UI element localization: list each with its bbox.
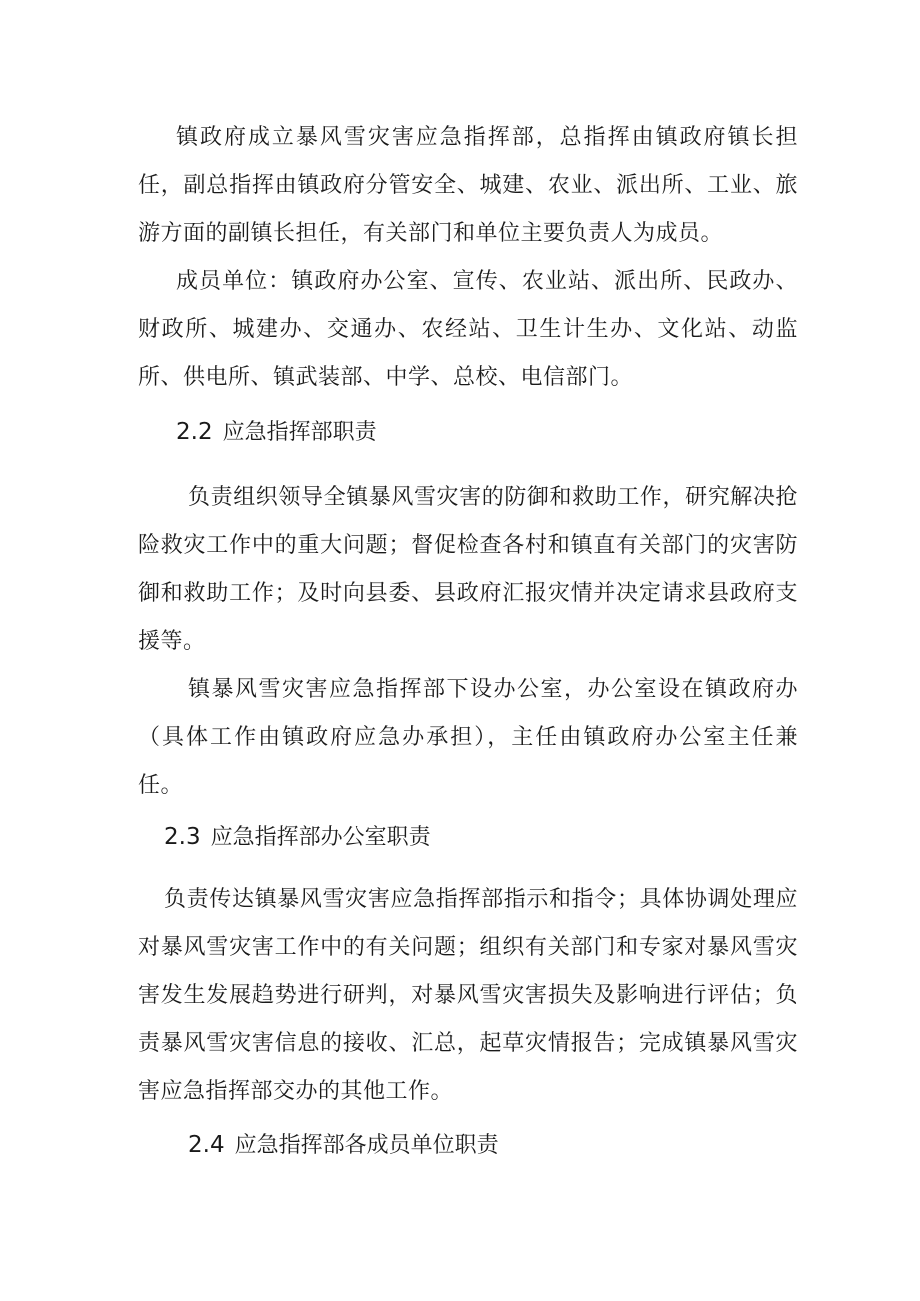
paragraph-command-duties: 负责组织领导全镇暴风雪灾害的防御和救助工作，研究解决抢险救灾工作中的重大问题；督促检查各村和镇直有关部门的灾害防御和救助工作；及时向县委、县政府汇报灾情并决定请求县政府支援等。 [138,485,798,654]
paragraph-office-setup: 镇暴风雪灾害应急指挥部下设办公室，办公室设在镇政府办（具体工作由镇政府应急办承担），主任由镇政府办公室主任兼任。 [138,677,798,798]
section-number: 2.3 [164,824,201,850]
section-heading-2-3 [164,821,431,854]
section-number: 2.2 [176,419,213,445]
section-number: 2.4 [188,1132,225,1158]
section-title: 应急指挥部办公室职责 [210,825,431,850]
section-title: 应急指挥部各成员单位职责 [234,1133,499,1158]
paragraph-office-duties: 负责传达镇暴风雪灾害应急指挥部指示和指令；具体协调处理应对暴风雪灾害工作中的有关问题；组织有关部门和专家对暴风雪灾害发生发展趋势进行研判，对暴风雪灾害损失及影响进行评估；负责暴风雪灾害信息的接收、汇总，起草灾情报告；完成镇暴风雪灾害应急指挥部交办的其他工作。 [138,887,798,1104]
section-heading-2-4 [188,1129,499,1162]
section-title: 应急指挥部职责 [222,420,377,445]
section-heading-2-2 [176,416,377,449]
paragraph-member-units: 成员单位：镇政府办公室、宣传、农业站、派出所、民政办、财政所、城建办、交通办、农经站、卫生计生办、文化站、动监所、供电所、镇武装部、中学、总校、电信部门。 [138,269,798,390]
paragraph-command-structure: 镇政府成立暴风雪灾害应急指挥部，总指挥由镇政府镇长担任，副总指挥由镇政府分管安全、城建、农业、派出所、工业、旅游方面的副镇长担任，有关部门和单位主要负责人为成员。 [138,125,798,246]
